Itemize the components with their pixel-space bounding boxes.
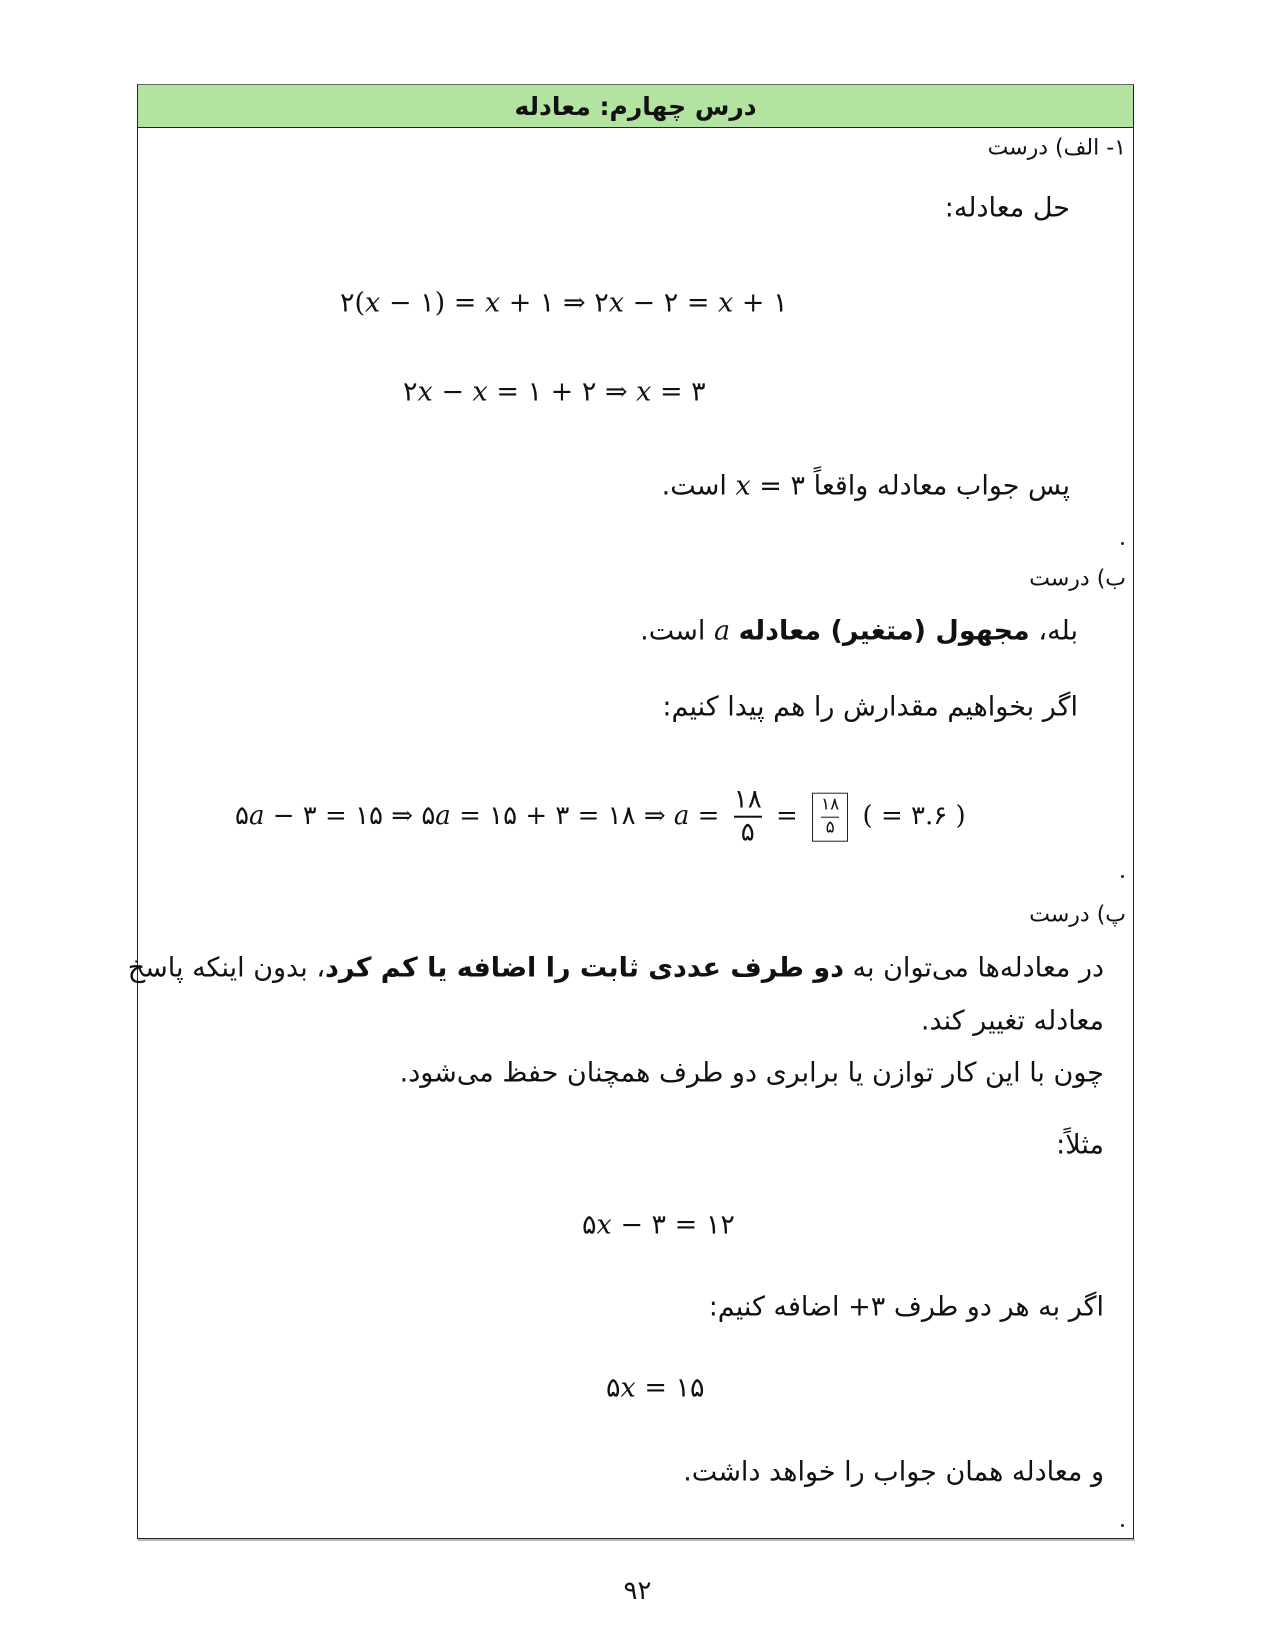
separator-dot bbox=[1121, 875, 1124, 878]
separator-dot bbox=[1121, 542, 1124, 545]
separator-dot bbox=[1121, 1524, 1124, 1527]
part-c-equation-1: ۵x − ۳ = ۱۲ bbox=[582, 1209, 735, 1241]
part-c-add-line: اگر به هر دو طرف ۳+ اضافه کنیم: bbox=[708, 1291, 1104, 1323]
lesson-title: درس چهارم: معادله bbox=[514, 91, 757, 121]
part-c-para-1-line-2: معادله تغییر کند. bbox=[920, 1005, 1104, 1037]
part-a-label: ۱- الف) درست bbox=[987, 135, 1126, 161]
page-number: ۹۲ bbox=[623, 1576, 652, 1606]
fraction: $\frac{۱۸}{۵}$ bbox=[733, 784, 762, 848]
part-b-label: ب) درست bbox=[1029, 566, 1126, 592]
part-a-equation-1: ۲(x − ۱) = x + ۱ ⇒ ۲x − ۲ = x + ۱ bbox=[340, 287, 788, 319]
part-c-para-2: چون با این کار توازن یا برابری دو طرف همچنان حفظ می‌شود. bbox=[399, 1057, 1104, 1089]
part-a-intro: حل معادله: bbox=[944, 192, 1070, 224]
part-a-equation-2: ۲x − x = ۱ + ۲ ⇒ x = ۳ bbox=[403, 376, 706, 408]
boxed-fraction: $\frac{۱۸}{۵}$ bbox=[812, 792, 848, 841]
part-c-equation-2: ۵x = ۱۵ bbox=[606, 1372, 705, 1404]
part-b-line-1: بله، مجهول (متغیر) معادله a است. bbox=[640, 615, 1078, 647]
part-c-para-1: در معادله‌ها می‌توان به دو طرف عددی ثابت را اضافه یا کم کرد، بدون اینکه پاسخ bbox=[127, 952, 1104, 984]
part-c-final: و معادله همان جواب را خواهد داشت. bbox=[683, 1456, 1104, 1488]
part-b-equation: ۵a − ۳ = ۱۵ ⇒ ۵a = ۱۵ + ۳ = ۱۸ ⇒ a = $\frac{۱۸}{۵}$ = $\frac{۱۸}{۵}$ ( = ۳.۶ ) bbox=[235, 784, 966, 848]
part-c-label: پ) درست bbox=[1029, 902, 1126, 928]
lesson-header bbox=[138, 85, 1133, 128]
part-a-conclusion: پس جواب معادله واقعاً ۳ = x است. bbox=[661, 470, 1070, 502]
part-b-line-2: اگر بخواهیم مقدارش را هم پیدا کنیم: bbox=[662, 691, 1078, 723]
part-c-example-label: مثلاً: bbox=[1056, 1129, 1104, 1161]
